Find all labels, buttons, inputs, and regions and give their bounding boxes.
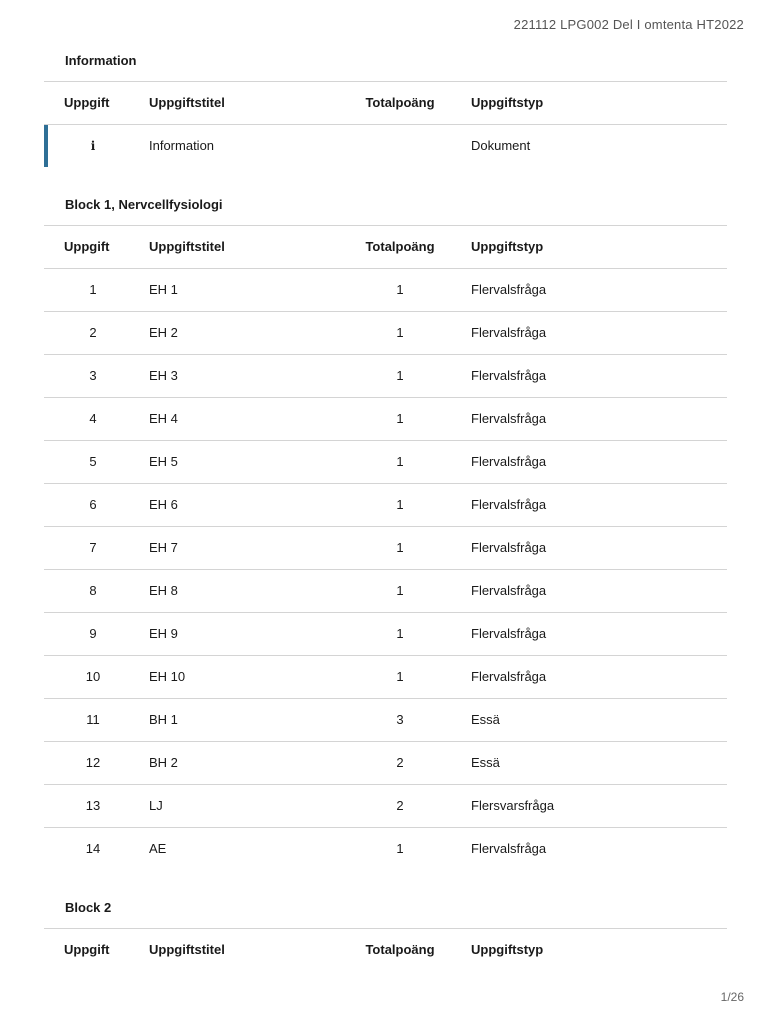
- row-type: Flervalsfråga: [471, 454, 547, 469]
- row-number: 6: [89, 497, 97, 512]
- row-number: 12: [85, 755, 101, 770]
- row-title[interactable]: EH 3: [149, 368, 178, 383]
- row-type: Flervalsfråga: [471, 669, 547, 684]
- table-row[interactable]: [44, 613, 727, 656]
- section-information: [44, 41, 727, 167]
- row-points: 1: [396, 368, 404, 383]
- row-number: [44, 125, 142, 167]
- row-type: Flervalsfråga: [471, 411, 547, 426]
- row-title[interactable]: EH 1: [149, 282, 178, 297]
- column-header-title: Uppgiftstitel: [149, 942, 225, 957]
- table-row[interactable]: [44, 312, 727, 355]
- row-number: 10: [85, 669, 101, 684]
- row-title[interactable]: BH 2: [149, 755, 178, 770]
- table-header-row: [44, 82, 727, 125]
- table-row[interactable]: [44, 742, 727, 785]
- row-number: 4: [89, 411, 97, 426]
- row-type: Flervalsfråga: [471, 583, 547, 598]
- row-points: 1: [396, 411, 404, 426]
- column-header-type: Uppgiftstyp: [471, 95, 544, 110]
- table-row[interactable]: [44, 269, 727, 312]
- row-title[interactable]: EH 8: [149, 583, 178, 598]
- section-block-2: [44, 888, 727, 971]
- section-heading: Information: [44, 41, 727, 82]
- row-title[interactable]: EH 10: [149, 669, 186, 684]
- row-type: Flersvarsfråga: [471, 798, 555, 813]
- row-number: 11: [86, 712, 100, 727]
- row-type: Flervalsfråga: [471, 841, 547, 856]
- row-title[interactable]: Information: [149, 138, 215, 153]
- row-type: Flervalsfråga: [471, 325, 547, 340]
- table-row[interactable]: [44, 441, 727, 484]
- row-title[interactable]: EH 2: [149, 325, 178, 340]
- column-header-points: Totalpoäng: [365, 95, 435, 110]
- column-header-number: Uppgift: [64, 95, 110, 110]
- row-title[interactable]: AE: [149, 841, 167, 856]
- table-row[interactable]: [44, 570, 727, 613]
- row-number: 5: [89, 454, 97, 469]
- row-points: 1: [396, 583, 404, 598]
- column-header-number: Uppgift: [64, 239, 110, 254]
- row-number: 7: [89, 540, 97, 555]
- table-row[interactable]: [44, 699, 727, 742]
- table-row[interactable]: [44, 398, 727, 441]
- row-points: 1: [396, 282, 404, 297]
- info-icon: i: [90, 139, 96, 153]
- row-title[interactable]: EH 9: [149, 626, 178, 641]
- block-1-rows: [44, 269, 727, 870]
- row-points: 1: [396, 841, 404, 856]
- row-type: Flervalsfråga: [471, 282, 547, 297]
- row-number: 3: [89, 368, 97, 383]
- row-points: 2: [396, 798, 404, 813]
- row-number: 2: [89, 325, 97, 340]
- row-points: 2: [396, 755, 404, 770]
- row-number: 8: [89, 583, 97, 598]
- table-row[interactable]: [44, 125, 727, 167]
- row-type: Essä: [471, 712, 500, 727]
- column-header-points: Totalpoäng: [365, 942, 435, 957]
- row-title[interactable]: EH 6: [149, 497, 178, 512]
- row-points: 1: [396, 540, 404, 555]
- section-heading: Block 1, Nervcellfysiologi: [44, 185, 727, 226]
- row-type: Essä: [471, 755, 500, 770]
- row-points: [350, 125, 450, 167]
- table-row[interactable]: [44, 828, 727, 870]
- column-header-title: Uppgiftstitel: [149, 239, 225, 254]
- row-title[interactable]: EH 5: [149, 454, 178, 469]
- row-number: 1: [89, 282, 97, 297]
- row-type: Flervalsfråga: [471, 626, 547, 641]
- row-type: Flervalsfråga: [471, 368, 547, 383]
- table-row[interactable]: [44, 484, 727, 527]
- row-type: Flervalsfråga: [471, 497, 547, 512]
- row-number: 14: [85, 841, 101, 856]
- row-points: 1: [396, 669, 404, 684]
- table-row[interactable]: [44, 656, 727, 699]
- row-type: Dokument: [471, 138, 531, 153]
- column-header-type: Uppgiftstyp: [471, 239, 544, 254]
- row-type: Flervalsfråga: [471, 540, 547, 555]
- row-points: 1: [396, 325, 404, 340]
- row-points: 1: [396, 454, 404, 469]
- table-header-row: [44, 929, 727, 971]
- row-title[interactable]: EH 4: [149, 411, 178, 426]
- row-points: 1: [396, 497, 404, 512]
- column-header-title: Uppgiftstitel: [149, 95, 225, 110]
- table-row[interactable]: [44, 785, 727, 828]
- section-heading: Block 2: [44, 888, 727, 929]
- row-title[interactable]: LJ: [149, 798, 163, 813]
- table-row[interactable]: [44, 527, 727, 570]
- column-header-number: Uppgift: [64, 942, 110, 957]
- table-header-row: [44, 226, 727, 269]
- row-points: 1: [396, 626, 404, 641]
- row-title[interactable]: EH 7: [149, 540, 178, 555]
- row-title[interactable]: BH 1: [149, 712, 178, 727]
- column-header-points: Totalpoäng: [365, 239, 435, 254]
- row-number: 13: [85, 798, 101, 813]
- section-block-1: [44, 185, 727, 870]
- document-title: 221112 LPG002 Del I omtenta HT2022: [513, 17, 744, 32]
- table-row[interactable]: [44, 355, 727, 398]
- row-points: 3: [396, 712, 404, 727]
- row-number: 9: [89, 626, 97, 641]
- page-number: 1/26: [720, 990, 744, 1004]
- column-header-type: Uppgiftstyp: [471, 942, 544, 957]
